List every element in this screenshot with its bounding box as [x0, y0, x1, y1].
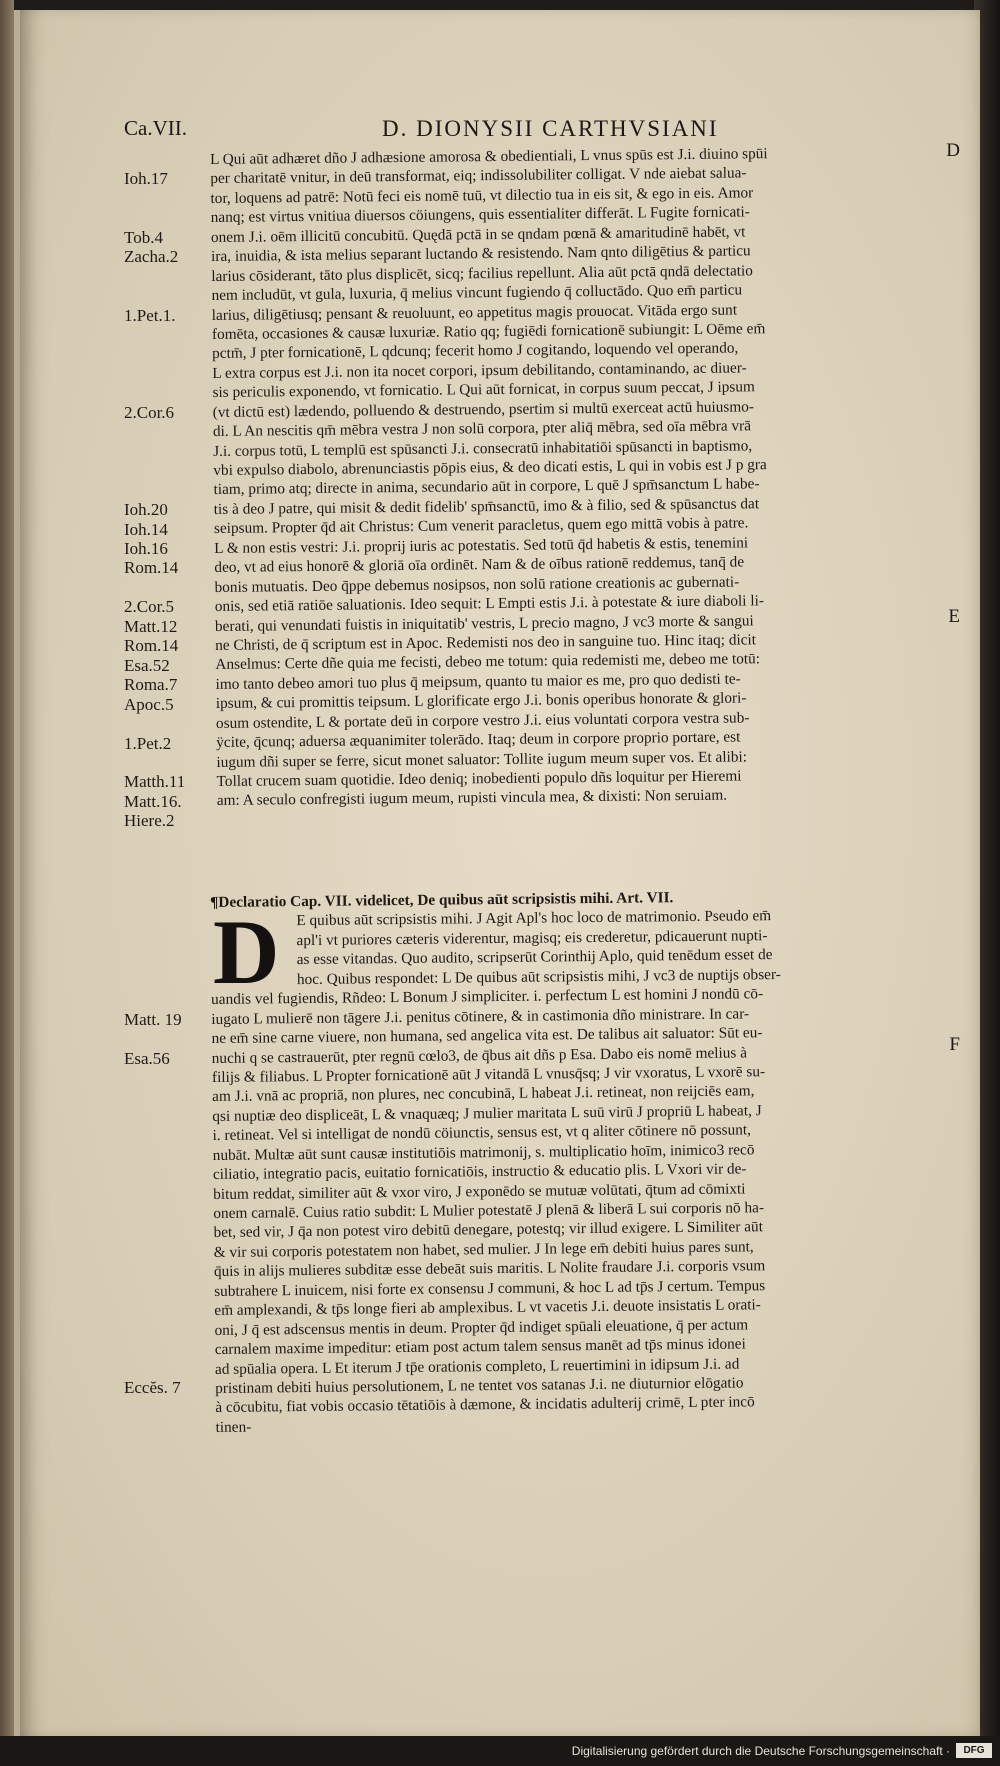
text-line: & vir sui corporis potestatem non habet, sed mulier. J In lege em̄ debiti huius pares sunt, — [213, 1238, 754, 1261]
text-line: vbi expulso diabolo, abrenunciastis pōpis eius, & deo dicati estis, L qui in vobis est J p gra — [213, 456, 767, 479]
show-through-marks — [820, 1250, 824, 1267]
text-line: bitum reddat, similiter aūt & vxor viro, J exponēdo se mutuæ volūtati, q̄tum ad cōmixti — [213, 1179, 746, 1203]
text-line: nem includūt, vt gula, luxuria, q̄ melius vincunt fugiendo q̄ colluctādo. Quo em̄ particu — [211, 281, 743, 305]
text-line: oni, J q̄ est adscensus mentis in deum. Propter q̄d indiget spūali eleuatione, q̄ per actum — [214, 1316, 749, 1339]
article-rubric: ¶Declaratio Cap. VII. videlicet, De quibus aūt scripsistis mihi. Art. VII. — [210, 889, 674, 911]
text-line: tis à deo J patre, qui misit & dedit fidelib' spm̄sanctū, imo & à filio, sed & spūsanctus dat — [213, 495, 760, 518]
text-line: seipsum. Propter q̄d ait Christus: Cum venerit paracletus, quem ego mittā vobis à patre. — [213, 514, 749, 538]
text-line: onem carnalē. Cuius ratio subdit: L Mulier potestatē J plenā & liberā L sui corporis nō ha- — [213, 1199, 765, 1222]
commentary-text-lower — [210, 885, 951, 1437]
margin-letter-f: F — [949, 1034, 960, 1055]
text-line: Anselmus: Certe dñe quia me fecisti, debeo me totum: quia redemisti me, debeo me totū: — [215, 650, 761, 674]
commentary-text-upper — [210, 142, 952, 811]
text-line: per charitatē vnitur, in deū transformat, eiq; indissolubiliter colligat. V nde aiebat salua- — [210, 164, 747, 188]
text-line: L Qui aūt adhæret dño J adhæsione amorosa & obedientiali, L vnus spūs est J.i. diuino spūi — [210, 145, 768, 168]
scripture-reference: Matth.11 — [124, 772, 186, 792]
book-edge-left — [0, 0, 14, 1766]
scripture-reference: 1.Pet.2 — [124, 733, 172, 753]
text-line: bonis mutuatis. Deo q̄ppe debemus nosipsos, non solū ratione creationis ac gubernati- — [214, 573, 740, 596]
text-line: i. retineat. Vel si intelligat de nondū cöiunctis, sensus est, vt q aliter cōtinere nō possunt, — [212, 1121, 752, 1145]
text-line: em̄ amplexandi, & tp̄s longe fieri ab amplexibus. L vt vacetis J.i. deuote insistatis L orati- — [214, 1296, 761, 1320]
scripture-reference: 2.Cor.6 — [124, 402, 175, 422]
scripture-reference: Apoc.5 — [124, 694, 174, 714]
text-line: qsi nuptiæ deo displiceāt, L & vnaquæq; J mulier maritata L suū virū J propriū L habeat, J — [212, 1102, 762, 1125]
scripture-reference: Rom.14 — [124, 558, 179, 578]
text-line: iugato L mulierē non tāgere J.i. penitus cōtinere, & in castimonia dño ministrare. In car- — [211, 1004, 750, 1028]
text-line: ÿcite, q̄cunq; aduersa æquanimiter tolerādo. Itaq; deum in corpore proprio portare, est — [216, 728, 741, 752]
text-line: uandis vel fugiendis, Rñdeo: L Bonum J simpliciter. i. perfectum L est homini J nondū cō- — [211, 985, 764, 1009]
scripture-reference: Rom.14 — [124, 636, 179, 656]
funding-notice: Digitalisierung gefördert durch die Deutsche Forschungsgemeinschaft · — [571, 1744, 950, 1758]
text-line: pctm̄, J pter fornicationē, L qdcunq; fecerit homo J cogitando, loquendo vel operando, — [212, 339, 739, 363]
text-line: onis, sed etiā ratiōe saluationis. Ideo sequit: L Empti estis J.i. à potestate & iure diaboli li- — [214, 592, 765, 616]
scripture-reference: Ioh.14 — [124, 519, 168, 539]
text-line: nanq; est virtus vnitiua diuersos cöiungens, quis essentialiter differāt. L Fugite fornicati- — [210, 203, 750, 227]
scripture-reference: Hiere.2 — [124, 811, 175, 831]
margin-letter-d: D — [946, 140, 960, 161]
text-line: imo tanto debeo amori tuo plus q̄ meipsum, quanto tu maior es me, pro quo dedisti te- — [215, 670, 741, 693]
scripture-reference: Matt.12 — [124, 616, 178, 636]
text-line: tinen- — [215, 1418, 252, 1436]
scripture-reference: Esa.56 — [124, 1049, 170, 1068]
scripture-reference: Tob.4 — [124, 227, 163, 247]
text-line: ne em̄ sine carne viuere, non humana, sed angelica vita est. De talibus ait saluator: Sūt eu- — [211, 1024, 763, 1048]
scripture-reference: Roma.7 — [124, 675, 178, 695]
text-line: apl'i vt puriores cæteris viderentur, magisq; eis crederetur, pdicauerunt nupti- — [296, 927, 768, 949]
text-line: carnalem maxime impeditur: etiam post actum talem sensus manēt ad tp̄s minus idonei — [214, 1335, 746, 1359]
text-line: nuchi q se castrauerūt, pter regnū cœlo3, de q̄bus ait dñs p Esa. Dabo eis nomē melius à — [211, 1043, 748, 1067]
drop-cap-initial: D — [213, 901, 280, 1003]
author-title: D. DIONYSII CARTHVSIANI — [382, 116, 719, 141]
margin-letter-e: E — [948, 606, 960, 627]
text-line: (vt dictū est) lædendo, polluendo & destruendo, psertim si multū exerceat actū huiusmo- — [212, 398, 755, 421]
scripture-reference: 1.Pet.1. — [124, 305, 176, 325]
scripture-reference: Matt.16. — [124, 791, 182, 811]
text-line: osum ostendite, L & portate deū in corpore vestro J.i. eius voluntati corpora vestra sub- — [215, 709, 750, 732]
text-line: subtrahere L inuicem, nisi forte ex consensu J communi, & hoc L ad tp̄s J certum. Tempus — [214, 1276, 766, 1300]
text-line: nubāt. Multæ aūt sunt causæ institutiōis matrimonij, s. multiplicatio hoīm, inimico3 recō — [212, 1141, 755, 1164]
digitization-footer — [0, 1736, 1000, 1766]
text-line: fomēta, occasiones & causæ luxuriæ. Ratio qq; fugiēdi fornicationē subiungit: L Oēme em̄ — [211, 320, 766, 343]
scripture-reference: Eccĕs. 7 — [124, 1378, 181, 1397]
scripture-reference: Esa.52 — [124, 655, 170, 675]
text-line: onem J.i. oēm illicitū concubitū. Quędā pctā in se qndam pœnā & amaritudinē habēt, vt — [210, 223, 746, 246]
text-line: di. L An nescitis qm̄ mēbra vestra J non solū corpora, pter aliq̄ mēbra, sed oīa mēbra vrā — [212, 417, 752, 441]
text-line: Tollat crucem suam quotidie. Ideo deniq; inobedienti populo dñs loquitur per Hieremi — [216, 767, 742, 790]
text-line: larius, diligētiusq; pensant & reuoluunt, eo appetitus magis prouocat. Vitāda ergo sunt — [211, 300, 738, 324]
text-line: sis periculis exponendo, vt fornicatio. L Qui aūt fornicat, in corpus suum peccat, J ipsum — [212, 378, 755, 402]
text-line: bet, sed vir, J q̄a non potest viro debitū denegare, potestq; vir illud exigere. L Similiter aūt — [213, 1218, 764, 1242]
dfg-logo: DFG — [956, 1743, 992, 1758]
chapter-number: Ca.VII. — [124, 116, 187, 140]
text-line: tiam, primo atq; directe in anima, secundario aūt in corpore, L quē J spm̄sanctum L habe- — [213, 475, 760, 499]
scripture-reference: Ioh.16 — [124, 539, 168, 558]
text-line: ad spūalia opera. L Et iterum J tp̄e orationis completo, L reuertimini in idipsum J.i. ad — [214, 1354, 740, 1378]
text-line: filijs & filiabus. L Propter fornicationē aūt J vitandā L vnusq̄sq; J vir vxoratus, L vxorē su- — [211, 1063, 766, 1086]
text-line: hoc. Quibus respondet: L De quibus aūt scripsistis mihi, J vc3 de nuptijs obser- — [296, 965, 781, 988]
text-line: L & non estis vestri: J.i. proprij iuris ac potestatis. Sed totū q̄d habetis & estis, tenemini — [214, 534, 749, 557]
text-line: berati, qui venundati fuistis in iniquitatib' vestris, L precio magno, J vc3 morte & sangui — [214, 611, 754, 635]
text-line: E quibus aūt scripsistis mihi. J Agit Apl's hoc loco de matrimonio. Pseudo em̄ — [296, 907, 772, 930]
text-line: q̄uis in alijs mulieres subditæ esse debeāt suis maritis. L Nolite fraudare J.i. corporis vsum — [213, 1257, 766, 1281]
text-line: am: A seculo confregisti iugum meum, rupisti vincula mea, & dixisti: Non seruiam. — [216, 787, 728, 810]
scripture-reference: Matt. 19 — [124, 1010, 182, 1029]
text-line: à cōcubitu, fiat vobis occasio tētatiōis à dæmone, & incidatis adulterij crimē, L pter incō — [215, 1393, 755, 1417]
text-line: am J.i. vnā ac propriā, non plures, nec concubinā, L habeat J.i. retineat, non reijciēs eam, — [212, 1082, 755, 1106]
scripture-reference: Zacha.2 — [124, 247, 179, 267]
text-line: tor, loquens ad patrē: Notū feci eis nomē tuū, vt dilectio tua in eis sit, & ego in eis. Amor — [210, 184, 754, 207]
text-line: ipsum, & cui promittis teipsum. L glorificate ergo J.i. bonis operibus honorate & glori- — [215, 689, 747, 713]
text-line: larius cōsiderant, tāto plus displicēt, sicq; facilius repellunt. Alia aūt pctā qndā delectatio — [211, 261, 753, 285]
text-line: L extra corpus est J.i. non ita nocet corpori, ipsum debilitando, contaminando, ac diuer- — [212, 359, 747, 382]
text-line: pristinam debiti huius persolutionem, L ne tentet vos satanas J.i. ne diuturnior elōgatio — [215, 1374, 744, 1397]
scripture-reference: 2.Cor.5 — [124, 597, 175, 617]
text-line: iugum dñi super se ferre, sicut monet saluator: Tollite iugum meum super vos. Et alibi: — [216, 747, 748, 771]
text-line: as esse vitandas. Quo audito, scripserūt Corinthij Aplo, quid tenēdum esset de — [296, 946, 773, 969]
text-line: ira, inuidia, & ista melius separant luctando & resistendo. Nam qnto diligētius & particu — [211, 242, 751, 266]
text-line: J.i. corpus totū, L templū est spūsancti J.i. consecratū inhabitatiōi spūsancti in baptismo, — [213, 436, 753, 460]
text-line: deo, vt ad eius honorē & gloriā oīa ordinēt. Nam & de oībus rationē reddemus, tanq̄ de — [214, 553, 745, 577]
scripture-reference: Ioh.20 — [124, 500, 168, 520]
scripture-reference: Ioh.17 — [124, 169, 168, 189]
text-line: ciliatio, integratio pacis, euitatio fornicatiōis, instructio & educatio plis. L Vxori vir de- — [212, 1160, 747, 1184]
text-line: ne Christi, de q̄ scriptum est in Apoc. Redemisti nos deo in sanguine tuo. Hinc itaq; dicit — [215, 631, 757, 654]
